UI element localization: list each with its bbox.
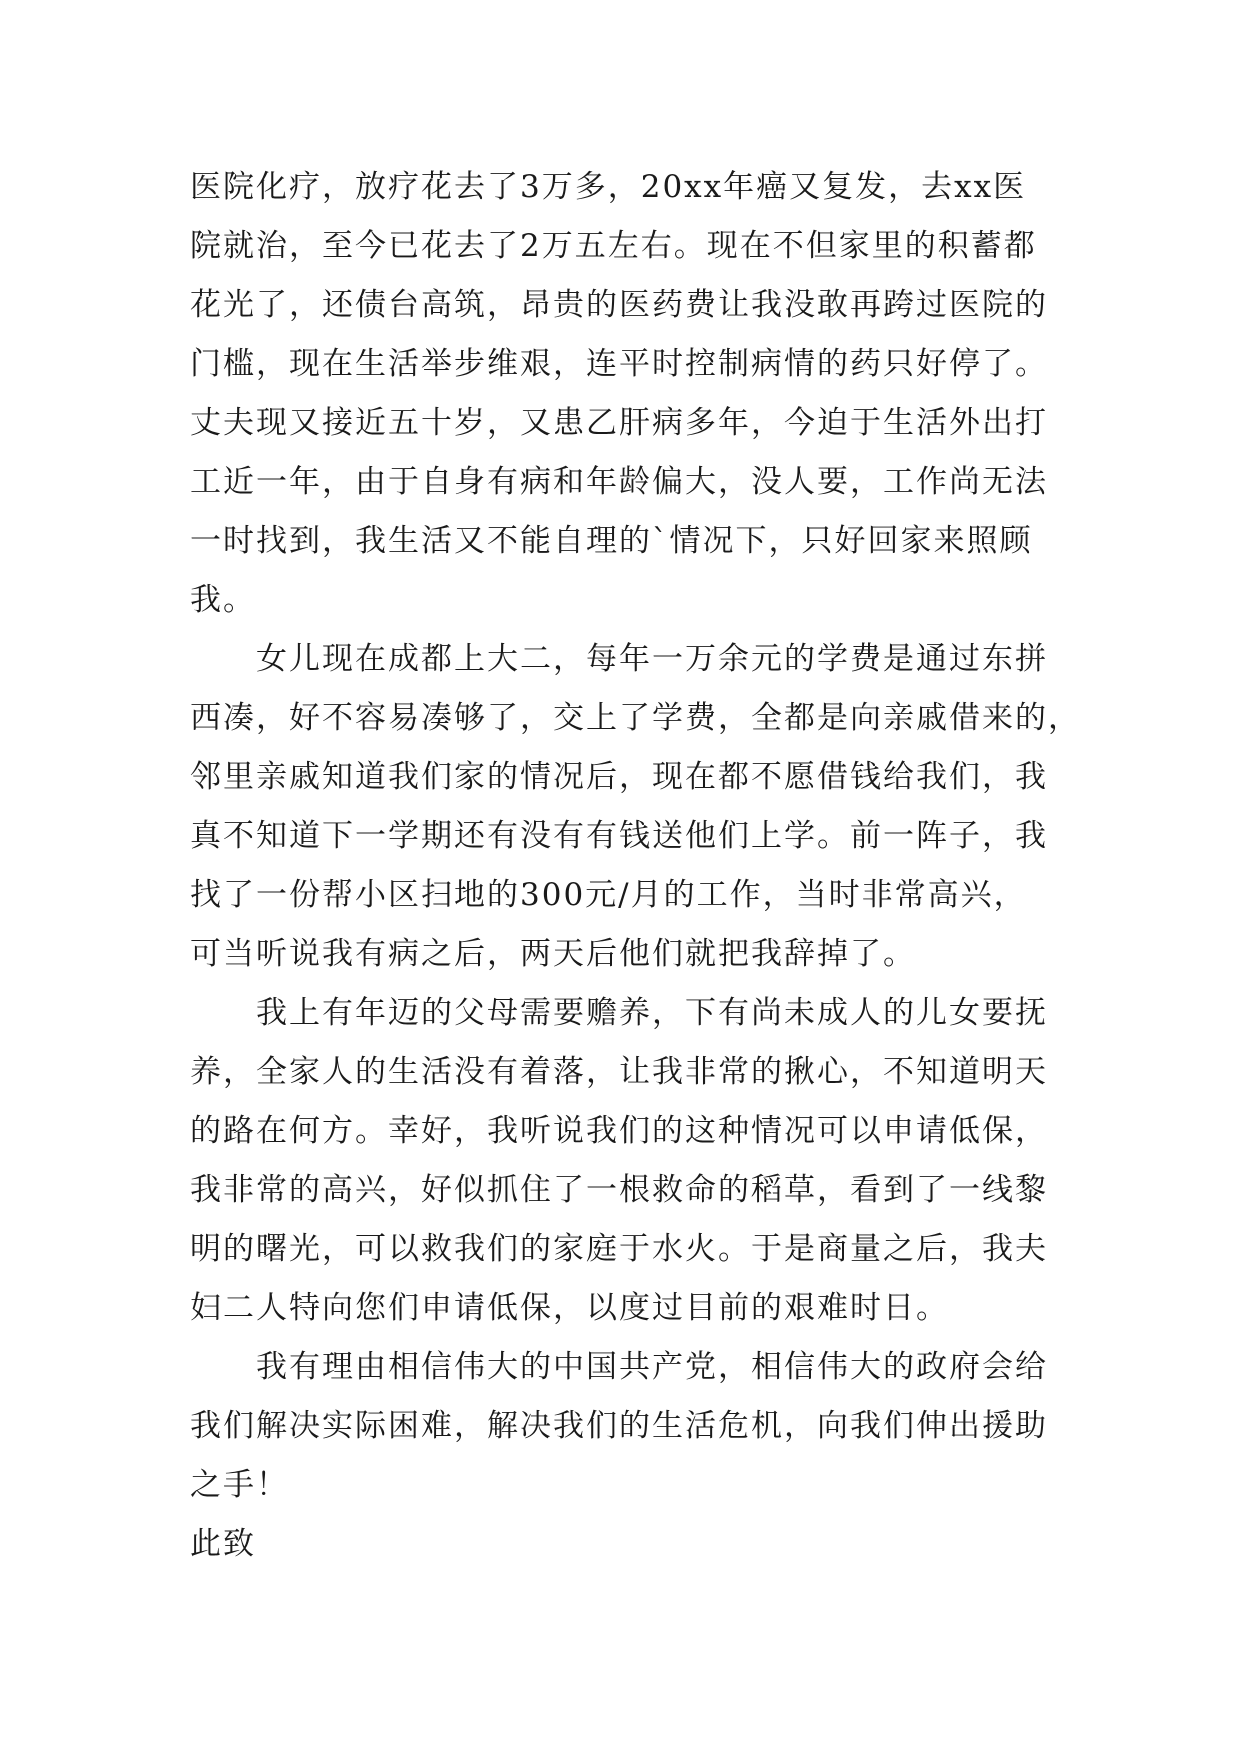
text-line: 可当听说我有病之后，两天后他们就把我辞掉了。 — [190, 936, 916, 972]
letter-body — [190, 158, 1081, 1574]
text-line-indented: 女儿现在成都上大二，每年一万余元的学费是通过东拼 — [256, 641, 1048, 677]
text-line: 我非常的高兴，好似抓住了一根救命的稻草，看到了一线黎 — [190, 1172, 1048, 1208]
text-line: 医院化疗，放疗花去了3万多，20xx年癌又复发，去xx医 — [190, 169, 1027, 205]
paragraph-4 — [190, 1338, 1070, 1515]
text-line: 工近一年，由于自身有病和年龄偏大，没人要，工作尚无法 — [190, 464, 1048, 500]
text-line: 此致 — [190, 1526, 256, 1562]
closing-salutation — [190, 1515, 1070, 1574]
text-line: 真不知道下一学期还有没有有钱送他们上学。前一阵子，我 — [190, 818, 1048, 854]
text-line: 一时找到，我生活又不能自理的`情况下，只好回家来照顾 — [190, 523, 1033, 559]
text-line-indented: 我上有年迈的父母需要赡养，下有尚未成人的儿女要抚 — [256, 995, 1048, 1031]
text-line: 妇二人特向您们申请低保，以度过目前的艰难时日。 — [190, 1290, 949, 1326]
text-line: 邻里亲戚知道我们家的情况后，现在都不愿借钱给我们，我 — [190, 759, 1048, 795]
text-line: 养，全家人的生活没有着落，让我非常的揪心，不知道明天 — [190, 1054, 1048, 1090]
text-line: 的路在何方。幸好，我听说我们的这种情况可以申请低保， — [190, 1113, 1048, 1149]
paragraph-2 — [190, 630, 1081, 984]
text-line: 花光了，还债台高筑，昂贵的医药费让我没敢再跨过医院的 — [190, 287, 1048, 323]
text-line: 明的曙光，可以救我们的家庭于水火。于是商量之后，我夫 — [190, 1231, 1048, 1267]
text-line: 西凑，好不容易凑够了，交上了学费，全都是向亲戚借来的， — [190, 700, 1081, 736]
paragraph-3 — [190, 984, 1070, 1338]
text-line: 院就治，至今已花去了2万五左右。现在不但家里的积蓄都 — [190, 228, 1037, 264]
text-line-indented: 我有理由相信伟大的中国共产党，相信伟大的政府会给 — [256, 1349, 1048, 1385]
paragraph-1 — [190, 158, 1070, 630]
text-line: 之手！ — [190, 1467, 289, 1503]
text-line: 找了一份帮小区扫地的300元/月的工作，当时非常高兴， — [190, 877, 1027, 913]
text-line: 我。 — [190, 582, 256, 618]
text-line: 门槛，现在生活举步维艰，连平时控制病情的药只好停了。 — [190, 346, 1048, 382]
text-line: 我们解决实际困难，解决我们的生活危机，向我们伸出援助 — [190, 1408, 1048, 1444]
text-line: 丈夫现又接近五十岁，又患乙肝病多年，今迫于生活外出打 — [190, 405, 1048, 441]
